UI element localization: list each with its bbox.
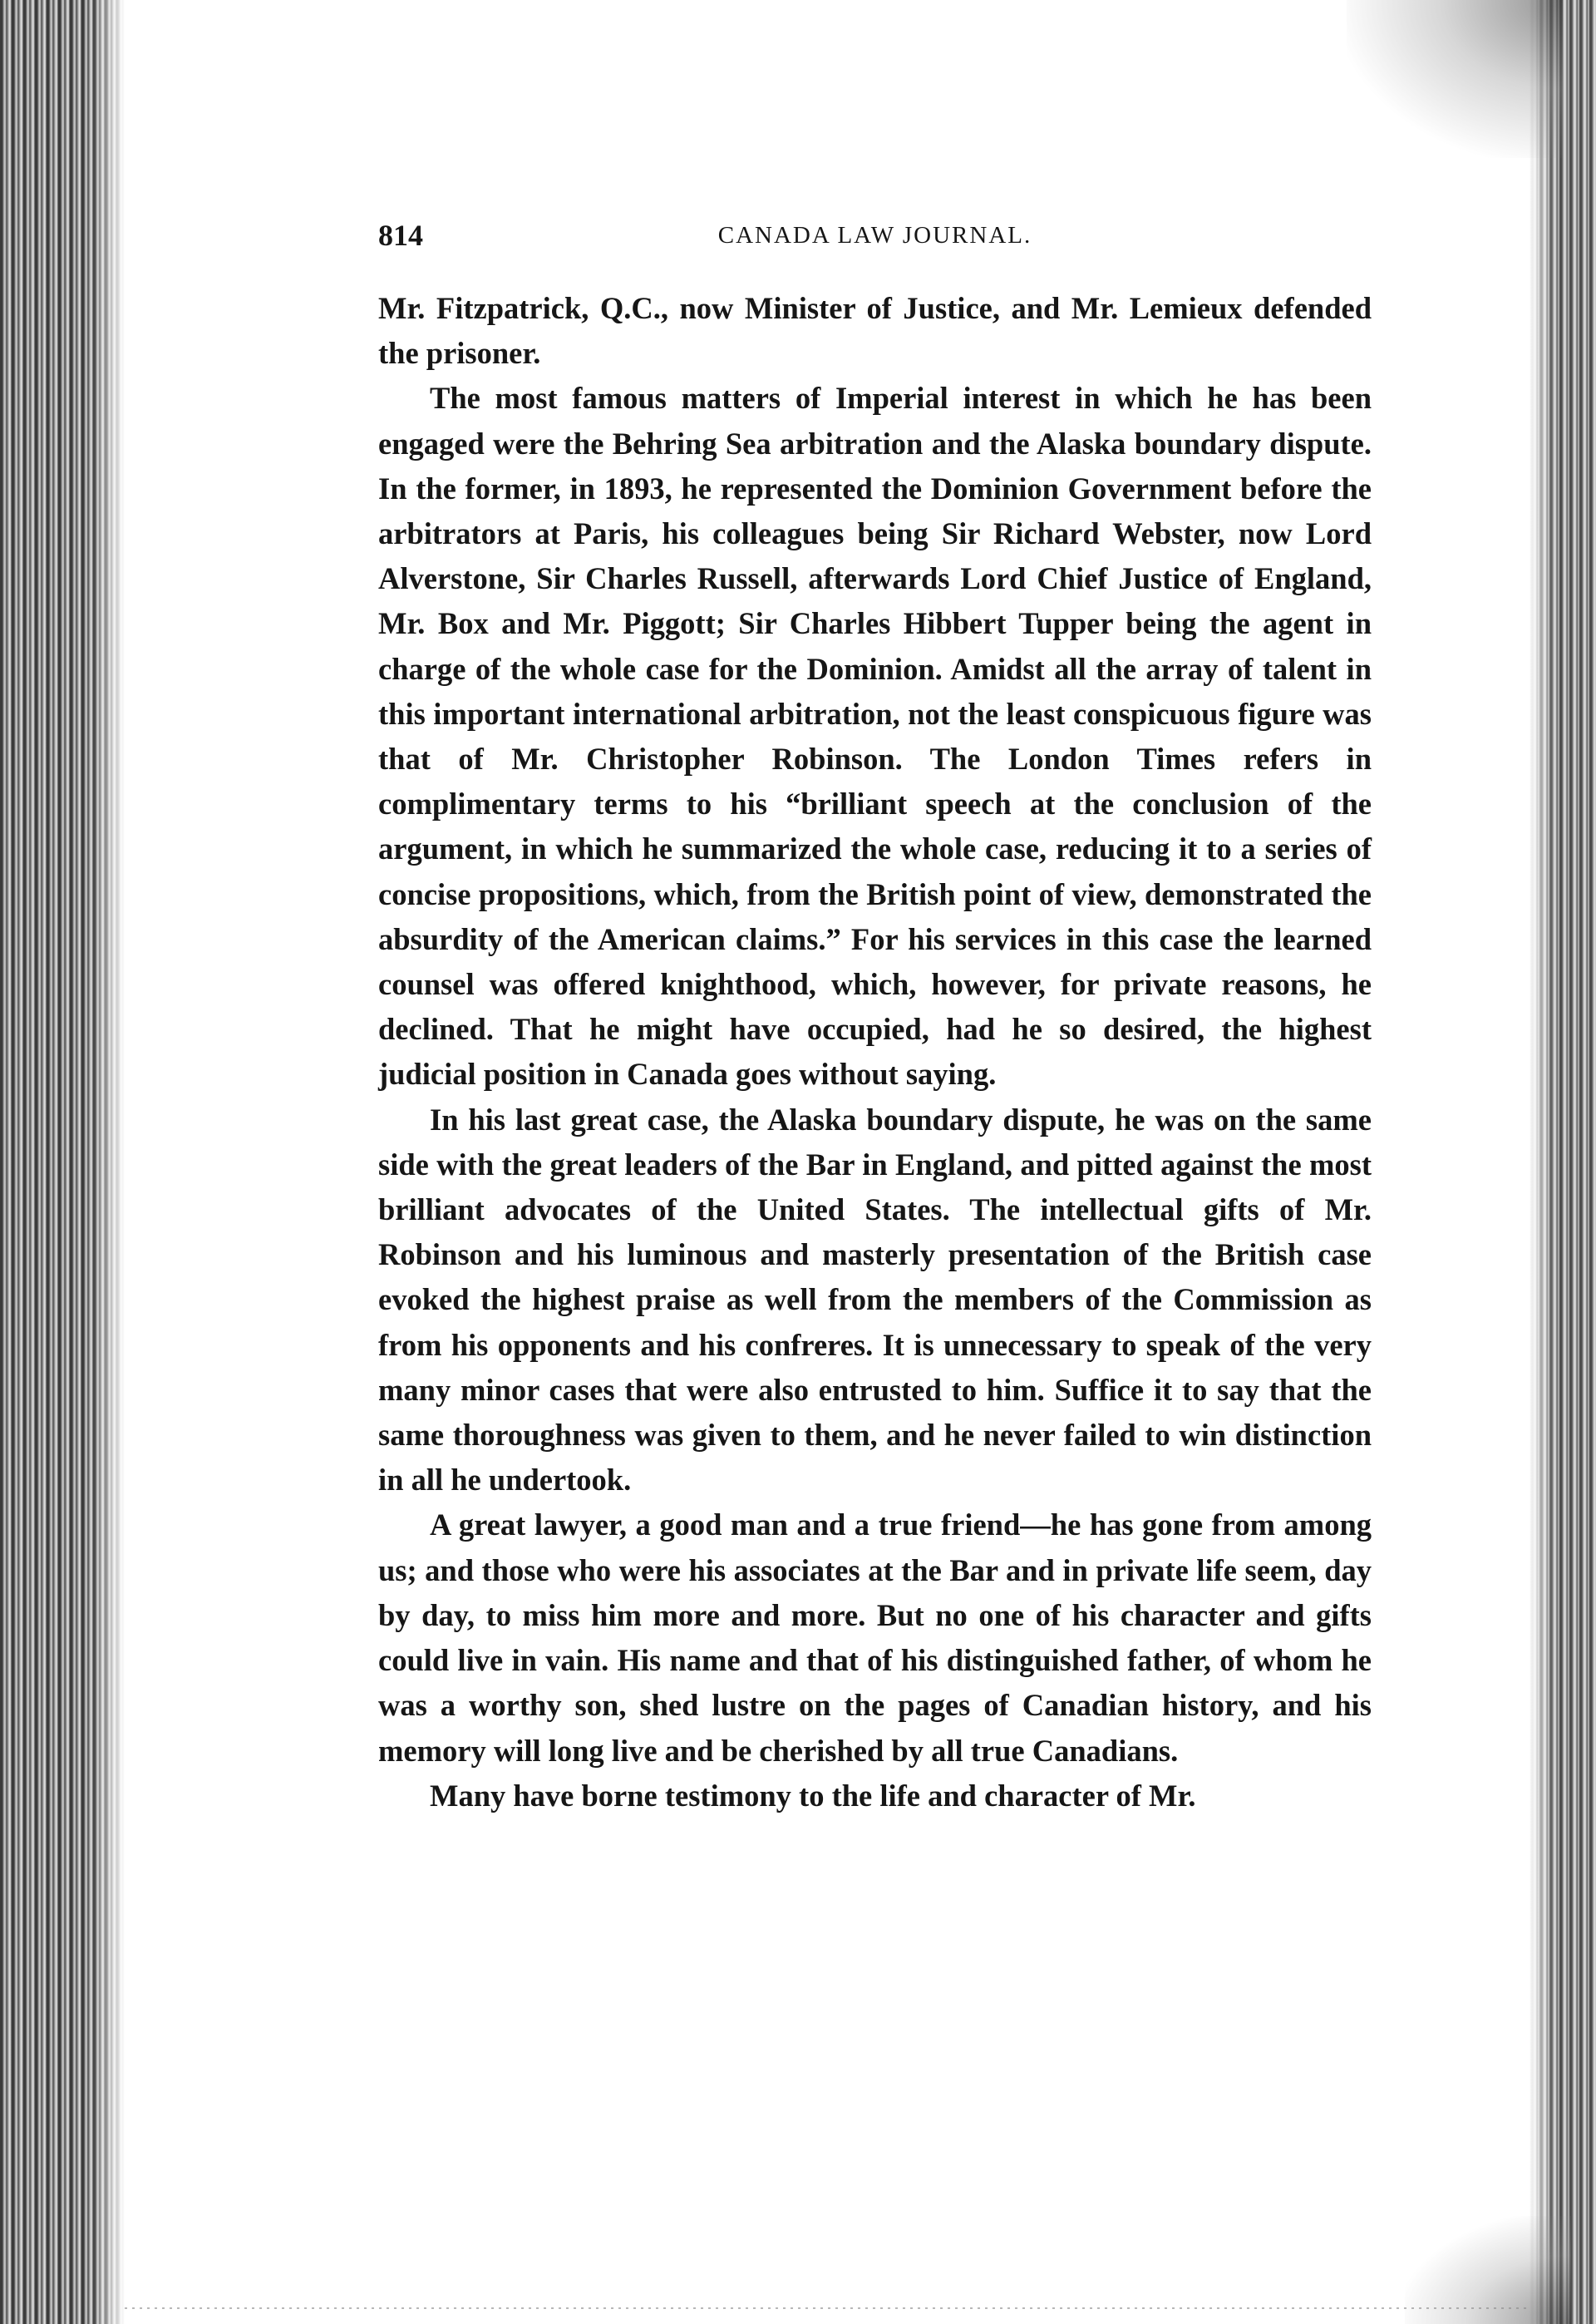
- paragraph-3: In his last great case, the Alaska boundary dispute, he was on the same side with the great leaders of the Bar in England, and pitted against the most brilliant advocates of the United States. The intellectual gifts of Mr. Robinson and his luminous and masterly presentation of the British case evoked the highest praise as well from the members of the Commission as from his opponents and his confreres. It is unnecessary to speak of the very many minor cases that were also entrusted to him. Suffice it to say that the same thoroughness was given to them, and he never failed to win distinction in all he undertook.: [378, 1102, 1372, 1498]
- scan-bottom-edge: [125, 2307, 1530, 2309]
- paragraph-1: Mr. Fitzpatrick, Q.C., now Minister of Justice, and Mr. Lemieux defended the prisoner.: [378, 291, 1372, 371]
- running-head: CANADA LAW JOURNAL.: [717, 222, 1032, 249]
- scan-edge-left: [0, 0, 125, 2324]
- body-text: [378, 286, 1372, 1818]
- scan-edge-right: [1530, 0, 1596, 2324]
- paragraph-5: Many have borne testimony to the life and character of Mr.: [430, 1778, 1196, 1813]
- paragraph-4: A great lawyer, a good man and a true friend—he has gone from among us; and those who were his associates at the Bar and in private life seem, day by day, to miss him more and more. But no one of his character and gifts could live in vain. His name and that of his distinguished father, of whom he was a worthy son, shed lustre on the pages of Canadian history, and his memory will long live and be cherished by all true Canadians.: [378, 1507, 1372, 1768]
- paragraph-2: The most famous matters of Imperial interest in which he has been engaged were the Behring Sea arbitration and the Alaska boundary dispute. In the former, in 1893, he represented the Dominion Government before the arbitrators at Paris, his colleagues being Sir Richard Webster, now Lord Alverstone, Sir Charles Russell, afterwards Lord Chief Justice of England, Mr. Box and Mr. Piggott; Sir Charles Hibbert Tupper being the agent in charge of the whole case for the Dominion. Amidst all the array of talent in this important international arbitration, not the least conspicuous figure was that of Mr. Christopher Robinson. The London Times refers in complimentary terms to his “brilliant speech at the conclusion of the argument, in which he summarized the whole case, reducing it to a series of concise propositions, which, from the British point of view, demonstrated the absurdity of the American claims.” For his services in this case the learned counsel was offered knighthood, which, however, for private reasons, he declined. That he might have occupied, had he so desired, the highest judicial position in Canada goes without saying.: [378, 381, 1372, 1092]
- page-number: 814: [378, 219, 423, 252]
- page-header: [378, 215, 1372, 256]
- scan-shadow-top-right: [1347, 0, 1563, 158]
